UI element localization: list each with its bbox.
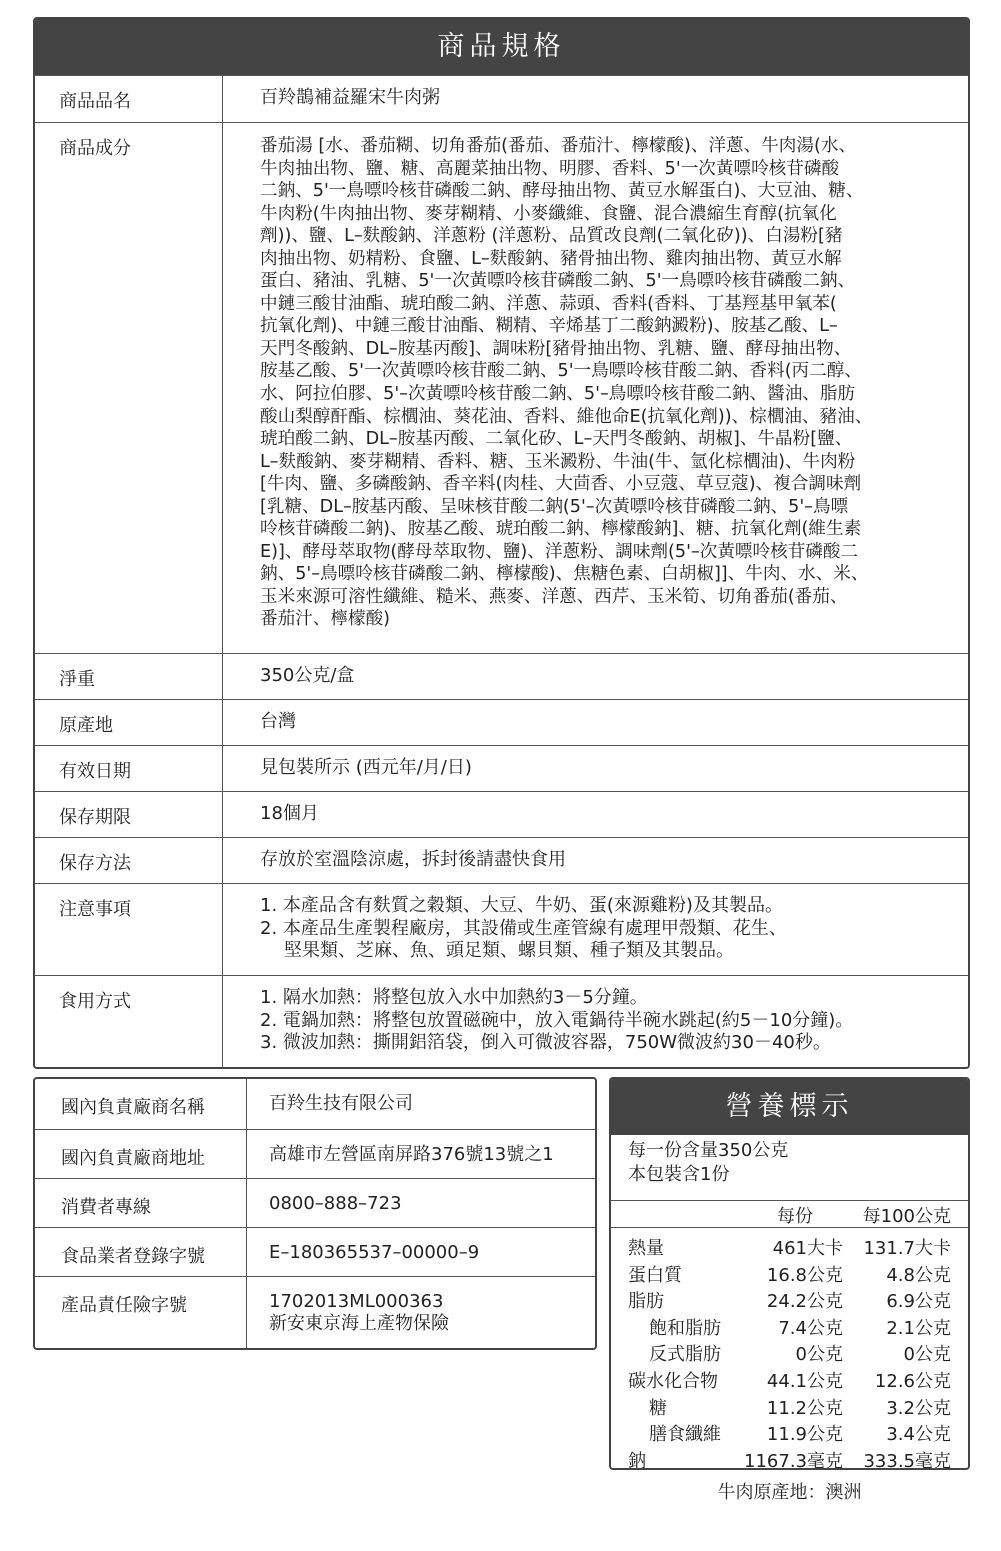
company-row — [35, 1178, 595, 1227]
spec-label: 商品品名 — [35, 76, 223, 122]
spec-label: 有效日期 — [35, 746, 223, 791]
spec-row-shelf-life — [35, 791, 968, 837]
company-label: 國內負責廠商地址 — [35, 1130, 247, 1178]
company-label: 食品業者登錄字號 — [35, 1228, 247, 1276]
spec-row-storage — [35, 837, 968, 883]
spec-value: 350公克/盒 — [260, 665, 355, 686]
nutrition-row: 蛋白質 16.8公克 4.8公克 — [628, 1264, 951, 1286]
company-label: 國內負責廠商名稱 — [35, 1079, 247, 1129]
spec-label: 保存期限 — [35, 792, 223, 837]
spec-row-ingredients — [35, 122, 968, 653]
notes-text: 1. 本產品含有麩質之穀類、大豆、牛奶、蛋(來源雞粉)及其製品。 2. 本產品生產製程廠房，其設備或生產管線有處理甲殼類、花生、 堅果類、芝麻、魚、頭足類、螺貝類、種子類及其製品。 — [260, 895, 787, 962]
company-label: 消費者專線 — [35, 1179, 247, 1227]
spec-title: 商品規格 — [35, 19, 968, 75]
nutrition-row: 脂肪 24.2公克 6.9公克 — [628, 1291, 951, 1313]
spec-table — [33, 17, 970, 1069]
company-value: 百羚生技有限公司 — [269, 1093, 413, 1114]
spec-row-notes — [35, 883, 968, 975]
company-row — [35, 1276, 595, 1348]
spec-label: 淨重 — [35, 654, 223, 699]
beef-origin-note: 牛肉原產地：澳洲 — [717, 1482, 862, 1503]
nutrition-row: 碳水化合物 44.1公克 12.6公克 — [628, 1370, 951, 1392]
company-value: E–180365537–00000–9 — [269, 1242, 480, 1263]
spec-value: 百羚鵲補益羅宋牛肉粥 — [260, 87, 440, 108]
company-row — [35, 1129, 595, 1178]
nutrition-table — [609, 1077, 970, 1470]
ingredients-text: 番茄湯 [水、番茄糊、切角番茄(番茄、番茄汁、檸檬酸)、洋蔥、牛肉湯(水、 牛肉抽出物、鹽、糖、高麗菜抽出物、明膠、香料、5'一次黃嘌呤核苷磷酸 二鈉、5'一鳥嘌呤核苷磷酸二鈉、酵母抽出物、黃豆水解蛋白)、大豆油、糖、 牛肉粉(牛肉抽出物、麥芽糊精、小麥纖維、食鹽、混合濃縮生育醇(抗氧化 劑))、鹽、L–麩酸鈉、洋蔥粉 (洋蔥粉、品質改良劑(二氧化矽))、白湯粉[豬 肉抽出物、奶精粉、食鹽、L–麩酸鈉、豬骨抽出物、雞肉抽出物、黃豆水解 蛋白、豬油、乳糖、5'一次黃嘌呤核苷磷酸二鈉、5'一鳥嘌呤核苷磷酸二鈉、 中鏈三酸甘油酯、琥珀酸二鈉、洋蔥、蒜頭、香料(香料、丁基羥基甲氧苯( 抗氧化劑)、中鏈三酸甘油酯、糊精、辛烯基丁二酸鈉澱粉)、胺基乙酸、L– 天門冬酸鈉、DL–胺基丙酸]、調味粉[豬骨抽出物、乳糖、鹽、酵母抽出物、 胺基乙酸、5'一次黃嘌呤核苷酸二鈉、5'一鳥嘌呤核苷酸二鈉、香料(丙二醇、 水、阿拉伯膠、5'–次黃嘌呤核苷酸二鈉、5'–鳥嘌呤核苷酸二鈉、醬油、脂肪 酸山梨醇酐酯、棕櫚油、葵花油、香料、維他命E(抗氧化劑))、棕櫚油、豬油、 琥珀酸二鈉、DL–胺基丙酸、二氧化矽、L–天門冬酸鈉、胡椒]、牛晶粉[鹽、 L–麩酸鈉、麥芽糊精、香料、糖、玉米澱粉、牛油(牛、氫化棕櫚油)、牛肉粉 [牛肉、鹽、多磷酸鈉、香辛料(肉桂、大茴香、小豆蔻、草豆蔻)、複合調味劑 [乳糖、DL–胺基丙酸、呈味核苷酸二鈉(5'–次黃嘌呤核苷磷酸二鈉、5'–鳥嘌 呤核苷磷酸二鈉)、胺基乙酸、琥珀酸二鈉、檸檬酸鈉]、糖、抗氧化劑(維生素 E)]、酵母萃取物(酵母萃取物、鹽)、洋蔥粉、調味劑(5'–次黃嘌呤核苷磷酸二 鈉、5'–鳥嘌呤核苷磷酸二鈉、檸檬酸)、焦糖色素、白胡椒]]、牛肉、水、米、 玉米來源可溶性纖維、糙米、燕麥、洋蔥、西芹、玉米筍、切角番茄(番茄、 番茄汁、檸檬酸) — [260, 136, 873, 630]
spec-row-usage — [35, 975, 968, 1067]
spec-value: 18個月 — [260, 803, 319, 824]
nutrition-row: 糖 11.2公克 3.2公克 — [649, 1397, 951, 1419]
company-row — [35, 1227, 595, 1276]
spec-label: 原產地 — [35, 700, 223, 745]
nutrition-row: 飽和脂肪 7.4公克 2.1公克 — [649, 1317, 951, 1339]
company-row — [35, 1079, 595, 1129]
nutrition-title: 營養標示 — [611, 1079, 968, 1135]
usage-text: 1. 隔水加熱：將整包放入水中加熱約3－5分鐘。 2. 電鍋加熱：將整包放置磁碗中，放入電鍋待半碗水跳起(約5－10分鐘)。 3. 微波加熱：撕開鋁箔袋，倒入可微波容器，750W微波約30－40秒。 — [260, 987, 854, 1054]
nutrition-rows — [611, 1228, 968, 1470]
nutrition-row: 膳食纖維 11.9公克 3.4公克 — [649, 1424, 951, 1446]
spec-value: 見包裝所示 (西元年/月/日) — [260, 757, 472, 778]
company-table — [33, 1077, 597, 1350]
company-value: 高雄市左營區南屏路376號13號之1 — [269, 1144, 554, 1165]
company-label: 產品責任險字號 — [35, 1277, 247, 1348]
nutrition-row: 鈉 1167.3毫克 333.5毫克 — [628, 1450, 951, 1470]
nutrition-row: 熱量 461大卡 131.7大卡 — [628, 1238, 951, 1259]
spec-row-name — [35, 75, 968, 122]
spec-value: 存放於室溫陰涼處，拆封後請盡快食用 — [260, 849, 566, 870]
spec-label: 保存方法 — [35, 838, 223, 883]
spec-row-weight — [35, 653, 968, 699]
company-value: 0800–888–723 — [269, 1193, 402, 1214]
nutrition-column-header: 每份 每100公克 — [611, 1201, 968, 1228]
company-value: 1702013ML000363 新安東京海上產物保險 — [269, 1291, 449, 1334]
spec-label: 注意事項 — [35, 884, 223, 975]
spec-row-expiry — [35, 745, 968, 791]
spec-label: 商品成分 — [35, 123, 223, 653]
serving-info: 每一份含量350公克 本包裝含1份 — [611, 1135, 968, 1201]
nutrition-row: 反式脂肪 0公克 0公克 — [649, 1344, 951, 1366]
spec-row-origin — [35, 699, 968, 745]
spec-value: 台灣 — [260, 711, 296, 732]
spec-label: 食用方式 — [35, 976, 223, 1067]
